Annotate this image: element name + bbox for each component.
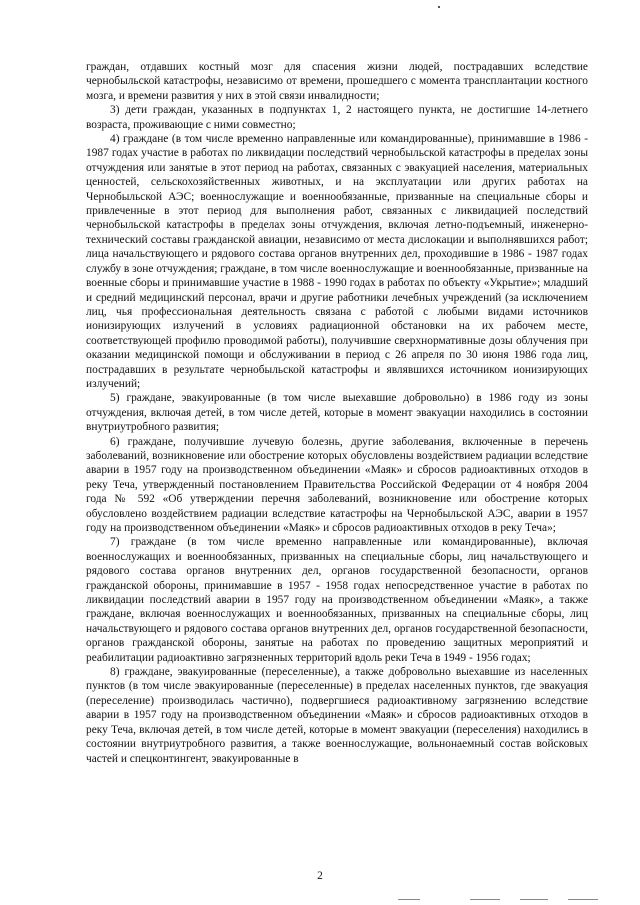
paragraph-item-3: 3) дети граждан, указанных в подпунктах 1, 2 настоящего пункта, не достигшие 14-летнего возраста, проживающие с ними совместно;	[86, 104, 588, 131]
paragraph-item-5: 5) граждане, эвакуированные (в том числе выехавшие добровольно) в 1986 году из зоны отчуждения, включая детей, в том числе детей, которые в момент эвакуации находились в состоянии внутриутробного развития;	[86, 392, 588, 434]
paragraph-item-6: 6) граждане, получившие лучевую болезнь, другие заболевания, включенные в перечень заболеваний, возникновение или обострение которых обусловлены воздействием радиации вследствие аварии в 1957 году на производственном объединении «Маяк» и сбросов радиоактивных отходов в реку Теча, утвержденный постановлением Правительства Российской Федерации от 4 ноября 2004 года № 592 «Об утверждении перечня заболеваний, возникновение или обострение которых обусловлено воздействием радиации вследствие катастрофы на Чернобыльской АЭС, аварии в 1957 году на производственном объединении «Маяк» и сбросов радиоактивных отходов в реку Теча»;	[86, 435, 588, 534]
scan-artifact-line	[470, 899, 500, 900]
paragraph-item-4: 4) граждане (в том числе временно направленные или командированные), принимавшие в 1986 - 1987 годах участие в работах по ликвидации последствий чернобыльской катастрофы в пределах зоны отчуждения или занятые в этот период на работах, связанных с эвакуацией населения, материальных ценностей, сельскохозяйственных животных, и на эксплуатации или других работах на Чернобыльской АЭС; военнослужащие и военнообязанные, призванные на специальные сборы и привлеченные в этот период для выполнения работ, связанных с ликвидацией последствий чернобыльской катастрофы в пределах зоны отчуждения, включая летно-подъемный, инженерно-технический составы гражданской авиации, независимо от места дислокации и выполнявшихся работ; лица начальствующего и рядового состава органов внутренних дел, проходившие в 1986 - 1987 годах службу в зоне отчуждения; граждане, в том числе военнослужащие и военнообязанные, призванные на военные сборы и принимавшие участие в 1988 - 1990 годах в работах по объекту «Укрытие»; младший и средний медицинский персонал, врачи и другие работники лечебных учреждений (за исключением лиц, чья профессиональная деятельность связана с работой с любыми видами источников ионизирующих излучений в условиях радиационной обстановки на их рабочем месте, соответствующей профилю проводимой работы), получившие сверхнормативные дозы облучения при оказании медицинской помощи и обслуживании в период с 26 апреля по 30 июня 1986 года лиц, пострадавших в результате чернобыльской катастрофы и являвшихся источником ионизирующих излучений;	[86, 133, 588, 390]
paragraph-continuation: граждан, отдавших костный мозг для спасения жизни людей, пострадавших вследствие чернобыльской катастрофы, независимо от времени, прошедшего с момента трансплантации костного мозга, и времени развития у них в этой связи инвалидности;	[86, 61, 588, 102]
scan-speck	[438, 6, 440, 8]
paragraph-item-8: 8) граждане, эвакуированные (переселенные), а также добровольно выехавшие из населенных пунктов (в том числе эвакуированные (переселенные) в пределах населенных пунктов, где эвакуация (переселение) производилась частично), подвергшиеся радиоактивному загрязнению вследствие аварии в 1957 году на производственном объединении «Маяк» и сбросов радиоактивных отходов в реку Теча, включая детей, в том числе детей, которые в момент эвакуации (переселения) находились в состоянии внутриутробного развития, а также военнослужащие, вольнонаемный состав войсковых частей и спецконтингент, эвакуированные в	[86, 666, 588, 765]
document-body	[86, 60, 588, 766]
scan-artifact-line	[568, 899, 598, 900]
page-number: 2	[317, 870, 323, 882]
paragraph-item-7: 7) граждане (в том числе временно направленные или командированные), включая военнослужащих и военнообязанных, призванных на специальные сборы, лиц начальствующего и рядового состава органов внутренних дел, органов государственной безопасности, органов гражданской обороны, принимавшие в 1957 - 1958 годах непосредственное участие в работах по ликвидации последствий аварии в 1957 году на производственном объединении «Маяк», а также граждане, включая военнослужащих и военнообязанных, призванных на специальные сборы, лиц начальствующего и рядового состава органов внутренних дел, органов государственной безопасности, органов гражданской обороны, занятые на работах по проведению защитных мероприятий и реабилитации радиоактивно загрязненных территорий вдоль реки Теча в 1949 - 1956 годах;	[86, 536, 588, 664]
scan-artifact-line	[398, 899, 420, 900]
scan-artifact-line	[520, 899, 548, 900]
